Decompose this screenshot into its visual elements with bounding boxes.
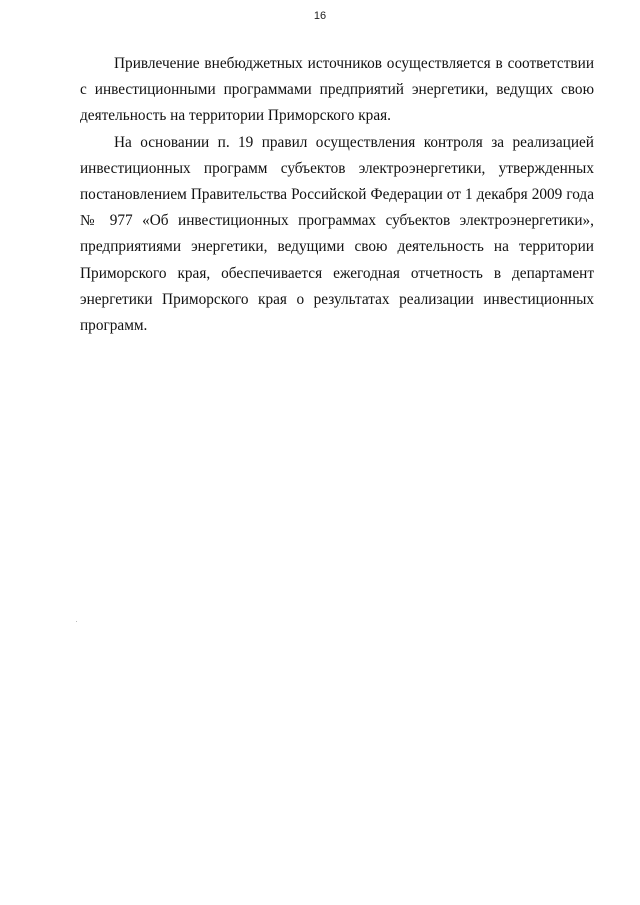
paragraph-extrabudgetary-sources: Привлечение внебюджетных источников осуществляется в соответствии с инвестиционными программами предприятий энергетики, ведущих свою деятельность на территории Приморского края. bbox=[80, 55, 594, 125]
page-number: 16 bbox=[313, 10, 327, 22]
paragraph-investment-reporting: На основании п. 19 правил осуществления контроля за реализацией инвестиционных программ субъектов электроэнергетики, утвержденных постановлением Правительства Российской Федерации от 1 декабря 2009 года № 977 «Об инвестиционных программах субъектов электроэнергетики», предприятиями энергетики, ведущими свою деятельность на территории Приморского края, обеспечивается ежегодная отчетность в департамент энергетики Приморского края о результатах реализации инвестиционных программ. bbox=[80, 133, 594, 335]
document-body bbox=[80, 51, 594, 339]
scan-artifact bbox=[76, 621, 77, 622]
